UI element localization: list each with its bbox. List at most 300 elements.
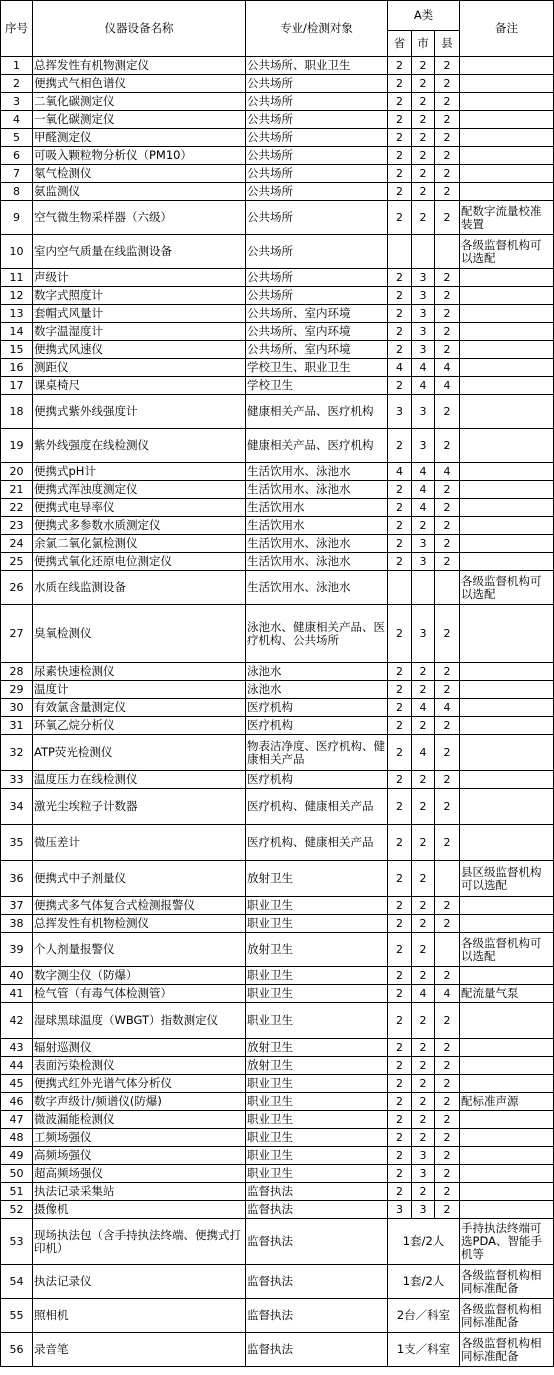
table-row [1, 1183, 554, 1201]
table-row [1, 861, 554, 897]
cell-field: 公共场所、室内环境 [246, 323, 388, 341]
table-row [1, 535, 554, 553]
cell-seq: 11 [1, 269, 33, 287]
cell-city: 3 [412, 1147, 435, 1165]
cell-province: 2 [388, 1093, 412, 1111]
table-row [1, 1093, 554, 1111]
cell-remark [460, 699, 554, 717]
cell-remark: 各级监督机构可以选配 [460, 933, 554, 967]
cell-name: 一氧化碳测定仪 [33, 111, 246, 129]
cell-city: 2 [412, 825, 435, 861]
cell-city: 2 [412, 933, 435, 967]
cell-name: 高频场强仪 [33, 1147, 246, 1165]
cell-field: 职业卫生 [246, 967, 388, 985]
cell-name: 环氧乙烷分析仪 [33, 717, 246, 735]
cell-province: 2 [388, 305, 412, 323]
header-name: 仪器设备名称 [33, 1, 246, 57]
cell-name: 可吸入颗粒物分析仪（PM10） [33, 147, 246, 165]
cell-county: 2 [435, 341, 460, 359]
table-row [1, 463, 554, 481]
cell-county: 2 [435, 429, 460, 463]
cell-remark [460, 183, 554, 201]
cell-city: 2 [412, 663, 435, 681]
cell-province: 2 [388, 1003, 412, 1039]
cell-name: 水质在线监测设备 [33, 571, 246, 605]
cell-field: 生活饮用水、泳池水 [246, 535, 388, 553]
cell-field: 生活饮用水、泳池水 [246, 553, 388, 571]
cell-field: 健康相关产品、医疗机构 [246, 429, 388, 463]
cell-city: 2 [412, 93, 435, 111]
cell-province: 2 [388, 499, 412, 517]
cell-field: 学校卫生 [246, 377, 388, 395]
table-row [1, 147, 554, 165]
cell-city: 4 [412, 377, 435, 395]
cell-city: 2 [412, 201, 435, 235]
cell-province: 2 [388, 429, 412, 463]
cell-province: 2 [388, 517, 412, 535]
cell-field: 职业卫生 [246, 1129, 388, 1147]
cell-quantity: 2台／科室 [388, 1299, 460, 1333]
cell-name: 便携式多气体复合式检测报警仪 [33, 897, 246, 915]
cell-field: 监督执法 [246, 1183, 388, 1201]
cell-name: 录音笔 [33, 1333, 246, 1367]
header-county: 县 [435, 31, 460, 57]
table-row [1, 499, 554, 517]
cell-remark [460, 771, 554, 789]
cell-province: 3 [388, 395, 412, 429]
cell-field: 泳池水 [246, 663, 388, 681]
cell-seq: 44 [1, 1057, 33, 1075]
cell-name: 便携式风速仪 [33, 341, 246, 359]
cell-field: 放射卫生 [246, 1057, 388, 1075]
cell-field: 公共场所、室内环境 [246, 305, 388, 323]
cell-province: 2 [388, 1039, 412, 1057]
cell-name: 总挥发性有机物检测仪 [33, 915, 246, 933]
cell-remark: 配流量气泵 [460, 985, 554, 1003]
cell-remark [460, 717, 554, 735]
cell-seq: 25 [1, 553, 33, 571]
cell-seq: 31 [1, 717, 33, 735]
cell-county: 2 [435, 1057, 460, 1075]
cell-county: 2 [435, 499, 460, 517]
cell-name: 检气管（有毒气体检测管） [33, 985, 246, 1003]
cell-seq: 29 [1, 681, 33, 699]
cell-seq: 52 [1, 1201, 33, 1219]
table-row [1, 1201, 554, 1219]
cell-field: 公共场所 [246, 129, 388, 147]
cell-city: 4 [412, 699, 435, 717]
cell-name: 微压差计 [33, 825, 246, 861]
cell-name: 激光尘埃粒子计数器 [33, 789, 246, 825]
cell-seq: 4 [1, 111, 33, 129]
cell-field: 职业卫生 [246, 985, 388, 1003]
table-row [1, 1003, 554, 1039]
table-row [1, 1333, 554, 1367]
cell-remark [460, 287, 554, 305]
cell-remark [460, 605, 554, 663]
cell-county: 2 [435, 681, 460, 699]
cell-county: 2 [435, 771, 460, 789]
cell-name: 摄像机 [33, 1201, 246, 1219]
cell-county: 4 [435, 463, 460, 481]
cell-remark [460, 789, 554, 825]
cell-name: ATP荧光检测仪 [33, 735, 246, 771]
cell-county: 4 [435, 985, 460, 1003]
cell-name: 个人剂量报警仪 [33, 933, 246, 967]
header-field: 专业/检测对象 [246, 1, 388, 57]
cell-field: 职业卫生 [246, 1075, 388, 1093]
cell-remark [460, 1147, 554, 1165]
table-row [1, 771, 554, 789]
table-row [1, 429, 554, 463]
cell-province: 2 [388, 699, 412, 717]
cell-province: 2 [388, 1129, 412, 1147]
cell-seq: 36 [1, 861, 33, 897]
cell-field: 公共场所 [246, 165, 388, 183]
cell-city: 2 [412, 1093, 435, 1111]
cell-remark [460, 377, 554, 395]
cell-city: 2 [412, 915, 435, 933]
cell-name: 现场执法包（含手持执法终端、便携式打印机） [33, 1219, 246, 1265]
cell-seq: 20 [1, 463, 33, 481]
cell-county: 2 [435, 1003, 460, 1039]
table-row [1, 789, 554, 825]
cell-county: 2 [435, 1147, 460, 1165]
cell-remark [460, 129, 554, 147]
cell-field: 物表洁净度、医疗机构、健康相关产品 [246, 735, 388, 771]
cell-city: 2 [412, 771, 435, 789]
cell-county: 2 [435, 147, 460, 165]
cell-province: 2 [388, 1183, 412, 1201]
cell-city: 4 [412, 985, 435, 1003]
cell-province: 2 [388, 605, 412, 663]
cell-seq: 39 [1, 933, 33, 967]
table-row [1, 269, 554, 287]
cell-remark [460, 1165, 554, 1183]
cell-seq: 38 [1, 915, 33, 933]
header-city: 市 [412, 31, 435, 57]
table-row [1, 1111, 554, 1129]
cell-province: 2 [388, 75, 412, 93]
cell-remark [460, 1111, 554, 1129]
cell-seq: 1 [1, 57, 33, 75]
table-row [1, 341, 554, 359]
cell-name: 超高频场强仪 [33, 1165, 246, 1183]
cell-county: 2 [435, 57, 460, 75]
table-row [1, 897, 554, 915]
cell-name: 便携式多参数水质测定仪 [33, 517, 246, 535]
cell-remark [460, 57, 554, 75]
cell-field: 公共场所 [246, 75, 388, 93]
cell-name: 便携式氧化还原电位测定仪 [33, 553, 246, 571]
cell-field: 监督执法 [246, 1299, 388, 1333]
cell-city: 2 [412, 861, 435, 897]
cell-seq: 10 [1, 235, 33, 269]
cell-province: 2 [388, 1111, 412, 1129]
cell-city: 2 [412, 1111, 435, 1129]
cell-remark [460, 1039, 554, 1057]
cell-remark [460, 499, 554, 517]
table-row [1, 111, 554, 129]
cell-county: 2 [435, 1129, 460, 1147]
cell-city: 4 [412, 481, 435, 499]
cell-province: 2 [388, 129, 412, 147]
cell-field: 生活饮用水、泳池水 [246, 463, 388, 481]
cell-province: 3 [388, 1201, 412, 1219]
cell-name: 便携式中子剂量仪 [33, 861, 246, 897]
cell-city: 3 [412, 287, 435, 305]
cell-city: 3 [412, 341, 435, 359]
cell-county: 2 [435, 395, 460, 429]
cell-name: 便携式电导率仪 [33, 499, 246, 517]
cell-remark [460, 111, 554, 129]
cell-city: 2 [412, 1057, 435, 1075]
cell-county: 2 [435, 1039, 460, 1057]
cell-city: 2 [412, 57, 435, 75]
cell-province: 2 [388, 1165, 412, 1183]
cell-province: 2 [388, 111, 412, 129]
table-row [1, 699, 554, 717]
cell-field: 泳池水、健康相关产品、医疗机构、公共场所 [246, 605, 388, 663]
cell-name: 辐射巡测仪 [33, 1039, 246, 1057]
table-row [1, 93, 554, 111]
cell-city: 2 [412, 897, 435, 915]
cell-province: 2 [388, 735, 412, 771]
cell-city: 4 [412, 499, 435, 517]
cell-city: 2 [412, 681, 435, 699]
cell-county [435, 861, 460, 897]
cell-county: 2 [435, 1201, 460, 1219]
cell-city: 4 [412, 463, 435, 481]
table-row [1, 305, 554, 323]
table-row [1, 165, 554, 183]
cell-county: 2 [435, 201, 460, 235]
cell-city: 2 [412, 147, 435, 165]
cell-remark: 各级监督机构可以选配 [460, 571, 554, 605]
cell-province: 2 [388, 663, 412, 681]
table-body [1, 57, 554, 1367]
cell-name: 课桌椅尺 [33, 377, 246, 395]
cell-seq: 40 [1, 967, 33, 985]
cell-county [435, 571, 460, 605]
cell-county: 2 [435, 1075, 460, 1093]
cell-province: 2 [388, 825, 412, 861]
cell-county: 2 [435, 663, 460, 681]
table-row [1, 985, 554, 1003]
table-row [1, 915, 554, 933]
cell-name: 空气微生物采样器（六级） [33, 201, 246, 235]
cell-remark [460, 735, 554, 771]
cell-city: 3 [412, 535, 435, 553]
cell-city: 2 [412, 75, 435, 93]
cell-province: 2 [388, 967, 412, 985]
cell-name: 数字式照度计 [33, 287, 246, 305]
cell-field: 监督执法 [246, 1265, 388, 1299]
cell-remark [460, 1003, 554, 1039]
cell-province: 2 [388, 287, 412, 305]
cell-city: 3 [412, 395, 435, 429]
cell-name: 温度压力在线检测仪 [33, 771, 246, 789]
cell-field: 医疗机构 [246, 717, 388, 735]
cell-name: 执法记录采集站 [33, 1183, 246, 1201]
cell-name: 温度计 [33, 681, 246, 699]
cell-city: 2 [412, 967, 435, 985]
cell-county: 2 [435, 323, 460, 341]
cell-county [435, 235, 460, 269]
cell-county: 2 [435, 93, 460, 111]
cell-seq: 56 [1, 1333, 33, 1367]
cell-city [412, 235, 435, 269]
cell-remark [460, 1075, 554, 1093]
cell-city: 2 [412, 1129, 435, 1147]
cell-seq: 19 [1, 429, 33, 463]
cell-remark [460, 341, 554, 359]
cell-city: 2 [412, 1183, 435, 1201]
cell-province: 2 [388, 897, 412, 915]
cell-field: 学校卫生、职业卫生 [246, 359, 388, 377]
cell-field: 公共场所 [246, 287, 388, 305]
cell-seq: 17 [1, 377, 33, 395]
cell-field: 职业卫生 [246, 1003, 388, 1039]
cell-remark [460, 967, 554, 985]
cell-name: 便携式气相色谱仪 [33, 75, 246, 93]
cell-field: 放射卫生 [246, 933, 388, 967]
cell-county [435, 933, 460, 967]
cell-county: 4 [435, 699, 460, 717]
table-row [1, 553, 554, 571]
cell-county: 2 [435, 1093, 460, 1111]
cell-name: 测距仪 [33, 359, 246, 377]
table-row [1, 1265, 554, 1299]
cell-seq: 45 [1, 1075, 33, 1093]
cell-county: 2 [435, 553, 460, 571]
cell-name: 余氯二氧化氯检测仪 [33, 535, 246, 553]
cell-province: 2 [388, 165, 412, 183]
cell-seq: 28 [1, 663, 33, 681]
cell-field: 泳池水 [246, 681, 388, 699]
cell-county: 2 [435, 269, 460, 287]
table-row [1, 323, 554, 341]
cell-seq: 12 [1, 287, 33, 305]
cell-seq: 50 [1, 1165, 33, 1183]
cell-seq: 51 [1, 1183, 33, 1201]
cell-province: 2 [388, 553, 412, 571]
cell-province: 2 [388, 861, 412, 897]
cell-city: 3 [412, 269, 435, 287]
cell-province: 2 [388, 985, 412, 1003]
cell-province: 2 [388, 1075, 412, 1093]
cell-field: 放射卫生 [246, 861, 388, 897]
cell-city: 3 [412, 323, 435, 341]
cell-field: 医疗机构 [246, 699, 388, 717]
cell-field: 职业卫生 [246, 1093, 388, 1111]
header-seq: 序号 [1, 1, 33, 57]
cell-remark: 配数字流量校准装置 [460, 201, 554, 235]
cell-remark [460, 553, 554, 571]
cell-province [388, 571, 412, 605]
cell-seq: 34 [1, 789, 33, 825]
cell-seq: 2 [1, 75, 33, 93]
cell-remark [460, 323, 554, 341]
cell-remark [460, 897, 554, 915]
cell-name: 便携式pH计 [33, 463, 246, 481]
cell-name: 微波漏能检测仪 [33, 1111, 246, 1129]
cell-field: 监督执法 [246, 1201, 388, 1219]
cell-county: 2 [435, 1165, 460, 1183]
cell-seq: 8 [1, 183, 33, 201]
cell-remark: 县区级监督机构可以选配 [460, 861, 554, 897]
cell-province: 2 [388, 1057, 412, 1075]
cell-name: 执法记录仪 [33, 1265, 246, 1299]
cell-name: 便携式浑浊度测定仪 [33, 481, 246, 499]
table-row [1, 359, 554, 377]
cell-province: 2 [388, 57, 412, 75]
cell-seq: 37 [1, 897, 33, 915]
cell-seq: 23 [1, 517, 33, 535]
cell-quantity: 1支／科室 [388, 1333, 460, 1367]
table-row [1, 481, 554, 499]
cell-province: 2 [388, 771, 412, 789]
cell-seq: 55 [1, 1299, 33, 1333]
cell-field: 公共场所、室内环境 [246, 341, 388, 359]
cell-city: 3 [412, 605, 435, 663]
table-row [1, 825, 554, 861]
cell-seq: 32 [1, 735, 33, 771]
table-row [1, 235, 554, 269]
cell-seq: 16 [1, 359, 33, 377]
table-row [1, 129, 554, 147]
cell-field: 公共场所、职业卫生 [246, 57, 388, 75]
cell-seq: 14 [1, 323, 33, 341]
cell-name: 有效氯含量测定仪 [33, 699, 246, 717]
cell-field: 公共场所 [246, 111, 388, 129]
cell-field: 职业卫生 [246, 897, 388, 915]
cell-remark: 各级监督机构相同标准配备 [460, 1333, 554, 1367]
header-province: 省 [388, 31, 412, 57]
cell-province: 4 [388, 463, 412, 481]
cell-seq: 46 [1, 1093, 33, 1111]
header-remark: 备注 [460, 1, 554, 57]
cell-county: 2 [435, 129, 460, 147]
cell-seq: 7 [1, 165, 33, 183]
cell-remark [460, 395, 554, 429]
table-row [1, 681, 554, 699]
cell-city: 3 [412, 1201, 435, 1219]
table-row [1, 201, 554, 235]
table-row [1, 605, 554, 663]
cell-county: 4 [435, 359, 460, 377]
cell-field: 公共场所 [246, 235, 388, 269]
table-row [1, 1129, 554, 1147]
cell-field: 职业卫生 [246, 1165, 388, 1183]
cell-seq: 22 [1, 499, 33, 517]
table-row [1, 75, 554, 93]
cell-remark [460, 1183, 554, 1201]
cell-remark [460, 1201, 554, 1219]
cell-name: 数字测尘仪（防爆） [33, 967, 246, 985]
table-row [1, 287, 554, 305]
cell-county: 2 [435, 1111, 460, 1129]
cell-seq: 53 [1, 1219, 33, 1265]
table-row [1, 717, 554, 735]
cell-seq: 3 [1, 93, 33, 111]
cell-city [412, 571, 435, 605]
cell-city: 4 [412, 735, 435, 771]
cell-name: 数字声级计/频谱仪(防爆) [33, 1093, 246, 1111]
cell-county: 2 [435, 717, 460, 735]
cell-seq: 47 [1, 1111, 33, 1129]
cell-remark [460, 147, 554, 165]
